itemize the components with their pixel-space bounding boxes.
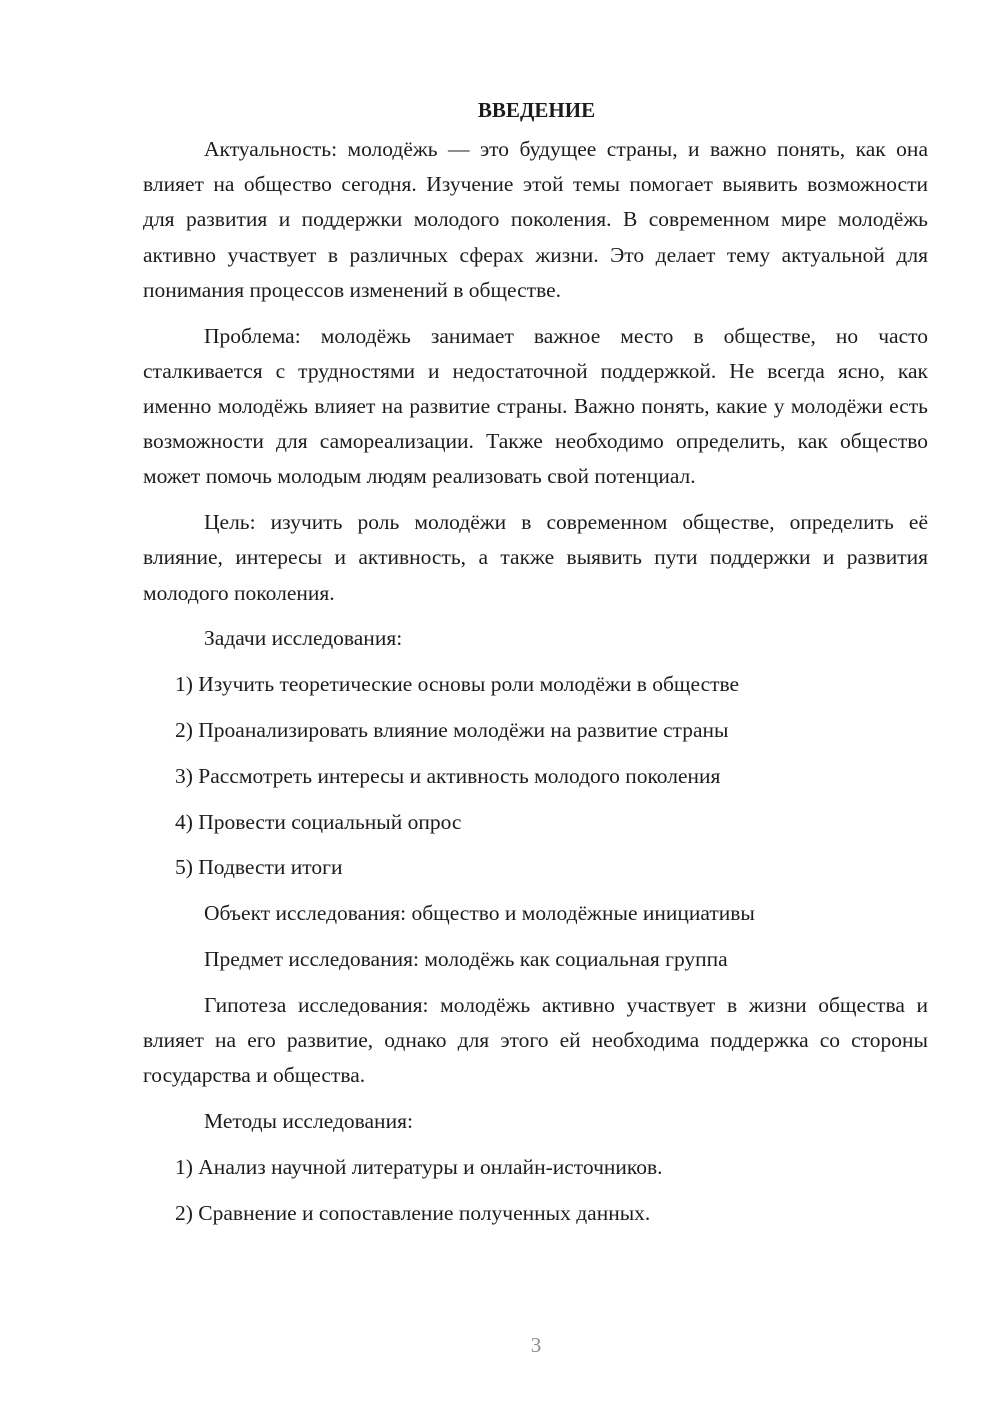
problem-paragraph: Проблема: молодёжь занимает важное место в обществе, но часто сталкивается с трудностями и недостаточной поддержкой. Не всегда ясно, как именно молодёжь влияет на развитие страны. Важно понять, какие у молодёжи есть возможности для самореализации. Также необходимо определить, как общество может помочь молодым людям реализовать свой потенциал. xyxy=(143,323,928,489)
object-line: Объект исследования: общество и молодёжные инициативы xyxy=(204,901,755,926)
task-item-5: 5) Подвести итоги xyxy=(175,855,343,880)
page-number: 3 xyxy=(530,1333,542,1357)
methods-heading: Методы исследования: xyxy=(204,1109,413,1133)
goal-paragraph: Цель: изучить роль молодёжи в современном обществе, определить её влияние, интересы и активность, а также выявить пути поддержки и развития молодого поколения. xyxy=(143,510,928,605)
task-item-1: 1) Изучить теоретические основы роли молодёжи в обществе xyxy=(175,672,740,697)
subject-line: Предмет исследования: молодёжь как социальная группа xyxy=(204,947,728,971)
section-title: ВВЕДЕНИЕ xyxy=(477,98,596,122)
page-content xyxy=(143,96,928,1241)
tasks-heading: Задачи исследования: xyxy=(204,626,403,651)
task-item-2: 2) Проанализировать влияние молодёжи на развитие страны xyxy=(175,718,729,743)
task-item-4: 4) Провести социальный опрос xyxy=(175,809,462,834)
method-item-1: 1) Анализ научной литературы и онлайн-источников. xyxy=(175,1154,663,1179)
method-item-2: 2) Сравнение и сопоставление полученных данных. xyxy=(175,1200,651,1225)
task-item-3: 3) Рассмотреть интересы и активность молодого поколения xyxy=(175,763,721,788)
hypothesis-paragraph: Гипотеза исследования: молодёжь активно участвует в жизни общества и влияет на его развитие, однако для этого ей необходима поддержка со стороны государства и общества. xyxy=(143,992,928,1088)
relevance-paragraph: Актуальность: молодёжь — это будущее страны, и важно понять, как она влияет на общество сегодня. Изучение этой темы помогает выявить возможности для развития и поддержки молодого поколения. В современном мире молодёжь активно участвует в различных сферах жизни. Это делает тему актуальной для понимания процессов изменений в обществе. xyxy=(143,137,928,302)
